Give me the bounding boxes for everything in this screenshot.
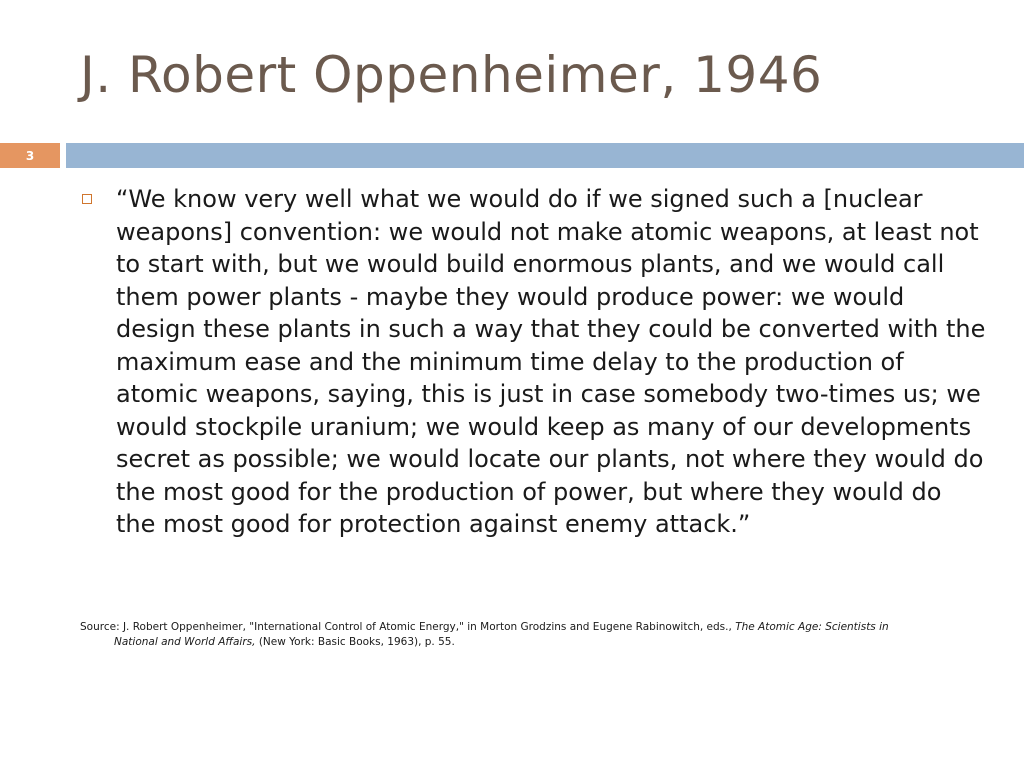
hollow-square-bullet-icon	[82, 194, 92, 204]
source-citation	[80, 620, 960, 650]
source-prefix: Source: J. Robert Oppenheimer, "International Control of Atomic Energy," in Morton Grodzins and Eugene Rabinowitch, eds.,	[80, 621, 732, 633]
slide-number: 3	[25, 148, 35, 163]
header-divider-bar	[66, 143, 1024, 168]
source-book-title-part1: The Atomic Age: Scientists in	[735, 621, 889, 633]
source-suffix: (New York: Basic Books, 1963), p. 55.	[258, 636, 455, 648]
source-indent	[80, 636, 455, 648]
slide-title: J. Robert Oppenheimer, 1946	[80, 46, 823, 104]
source-book-title-part2: National and World Affairs,	[114, 636, 256, 648]
slide-number-box	[0, 143, 60, 168]
quote-text: “We know very well what we would do if we signed such a [nuclear weapons] convention: we would not make atomic weapons, at least not to start with, but we would build enormous plants, and we would call them power plants - maybe they would produce power: we would design these plants in such a way that they could be converted with the maximum ease and the minimum time delay to the production of atomic weapons, saying, this is just in case somebody two-times us; we would stockpile uranium; we would keep as many of our developments secret as possible; we would locate our plants, not where they would do the most good for the production of power, but where they would do the most good for protection against enemy attack.”	[116, 185, 986, 538]
